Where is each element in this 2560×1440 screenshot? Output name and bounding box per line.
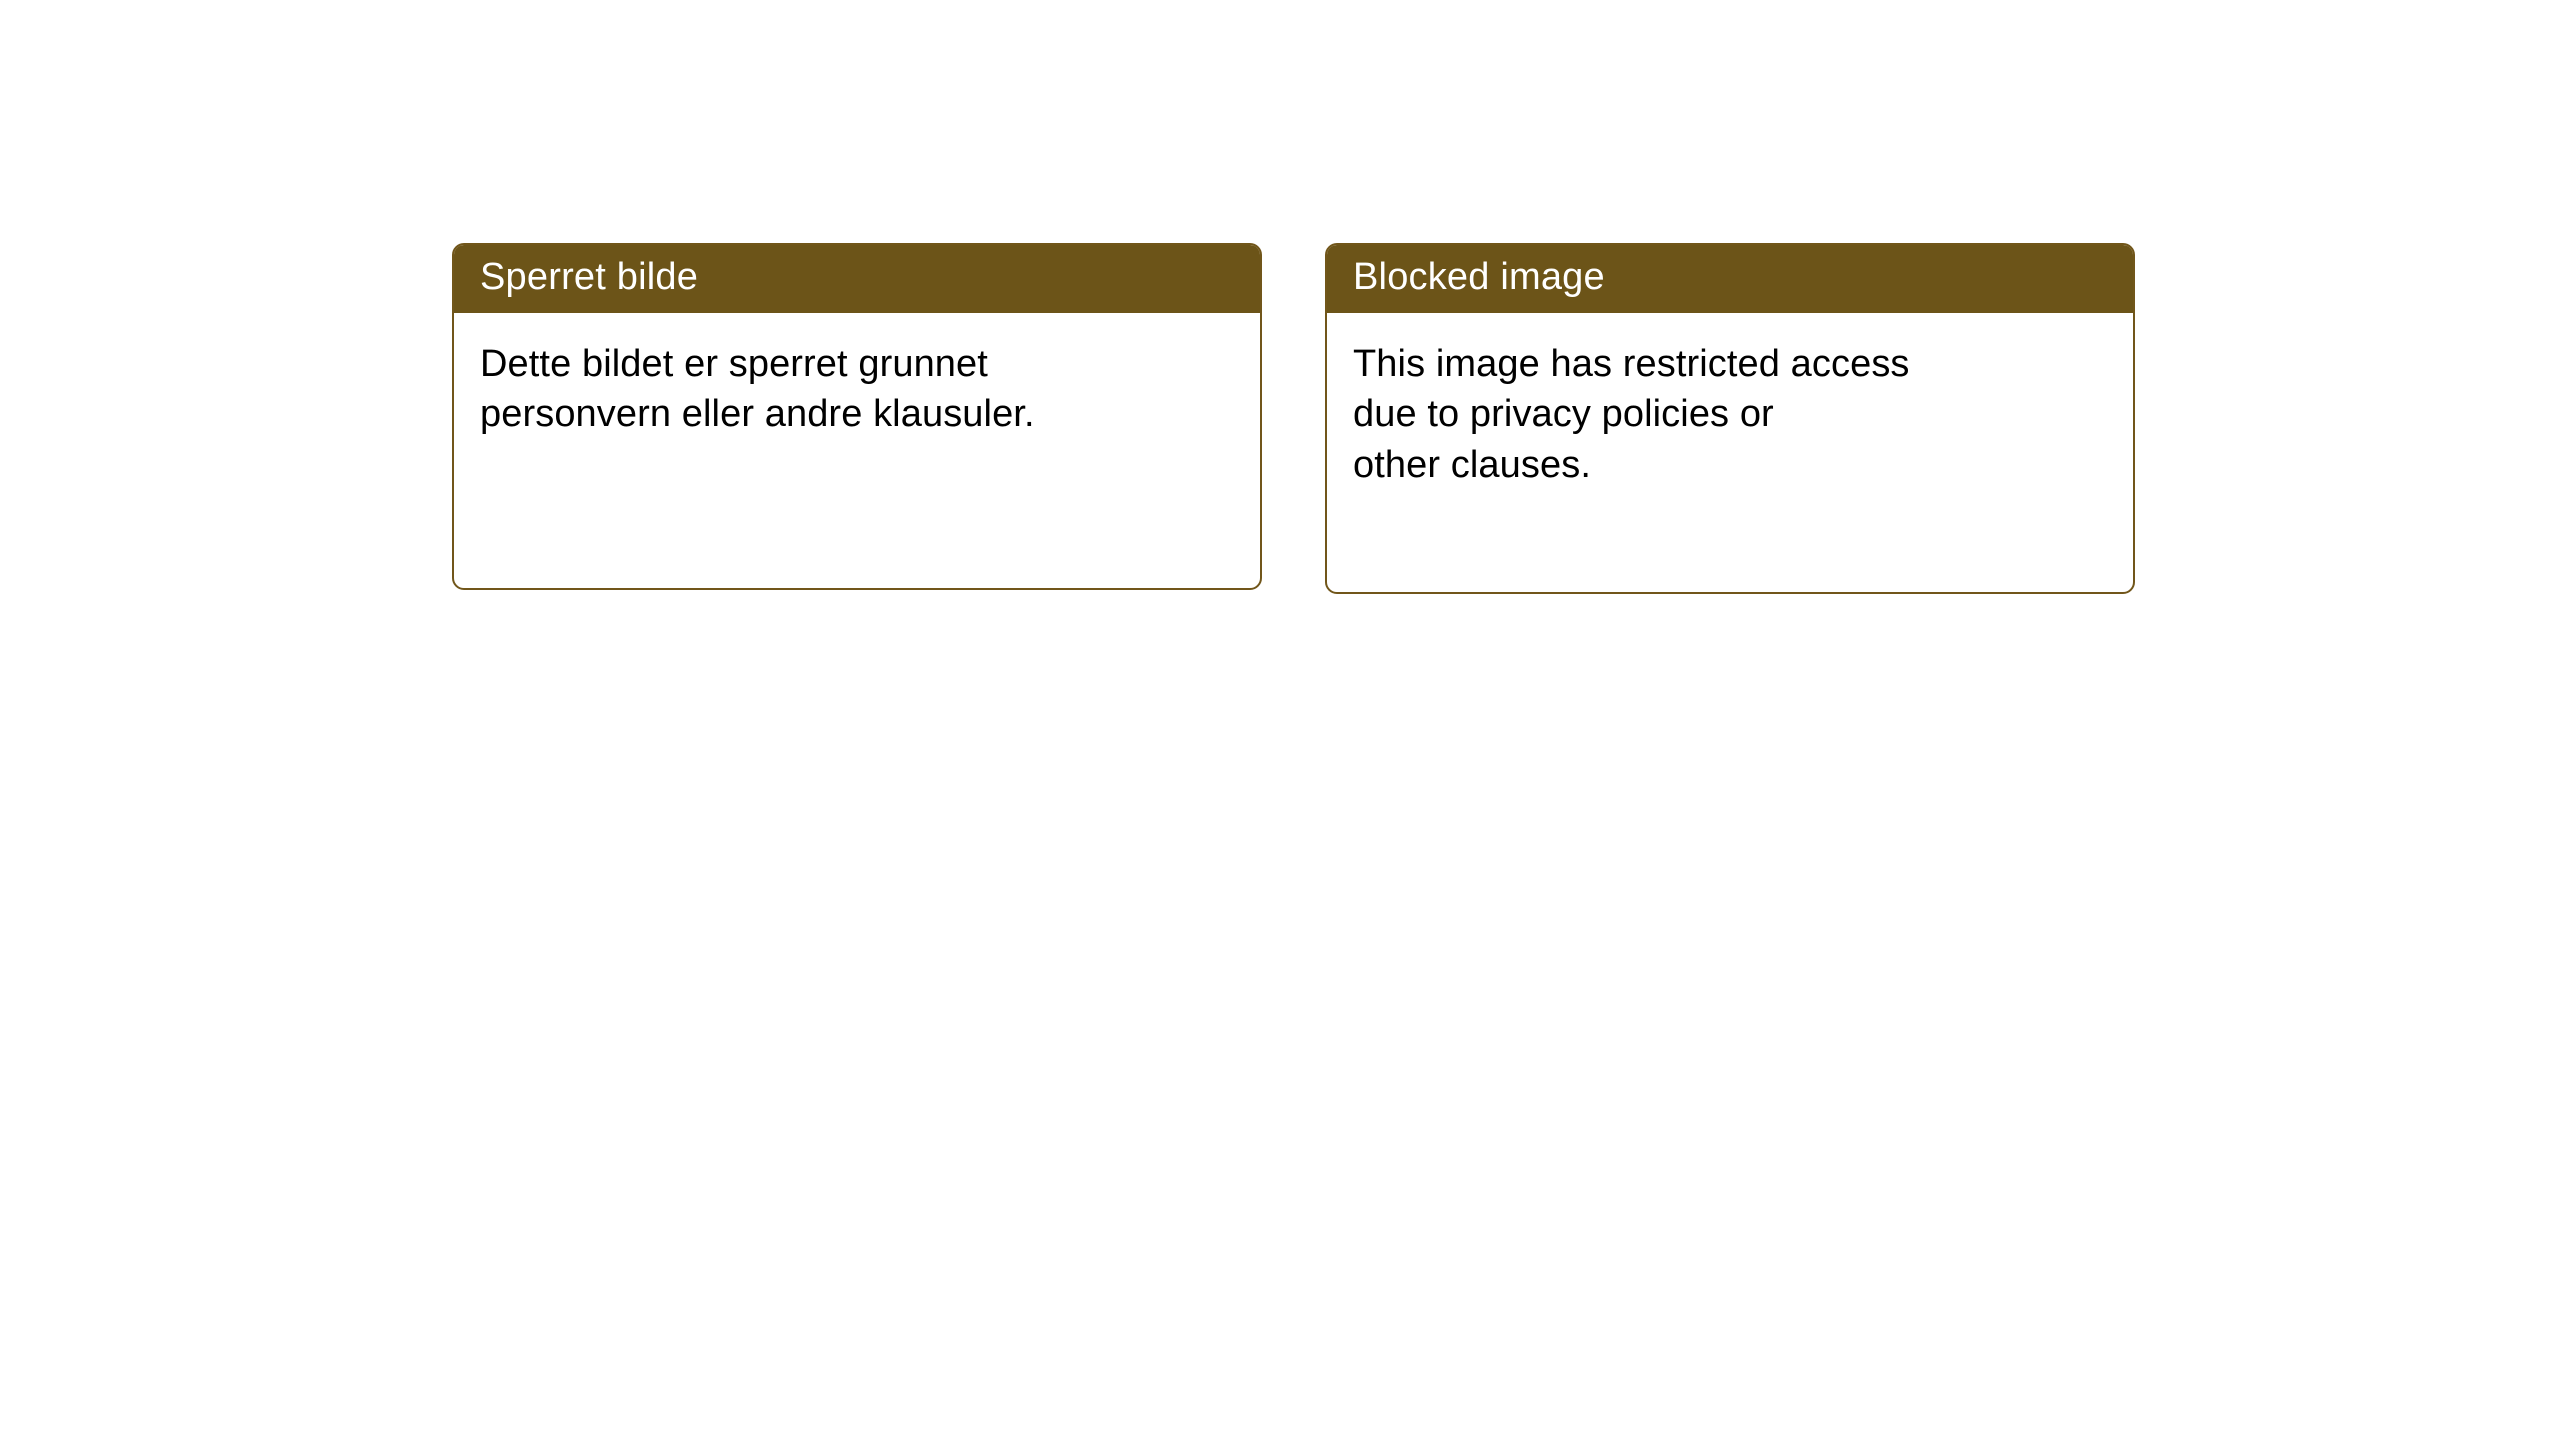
card-title-no: Sperret bilde xyxy=(454,245,1260,313)
card-message-en xyxy=(1327,313,2133,592)
blocked-image-notices xyxy=(452,243,2135,594)
card-message-line: other clauses. xyxy=(1353,443,1591,486)
blocked-image-card-no xyxy=(452,243,1262,590)
card-message-line: due to privacy policies or xyxy=(1353,393,1774,436)
card-message-line: personvern eller andre klausuler. xyxy=(480,393,1035,436)
card-message-no xyxy=(454,313,1260,588)
card-message-line: Dette bildet er sperret grunnet xyxy=(480,342,988,385)
blocked-image-card-en xyxy=(1325,243,2135,594)
card-message-line: This image has restricted access xyxy=(1353,342,1910,385)
card-title-en: Blocked image xyxy=(1327,245,2133,313)
